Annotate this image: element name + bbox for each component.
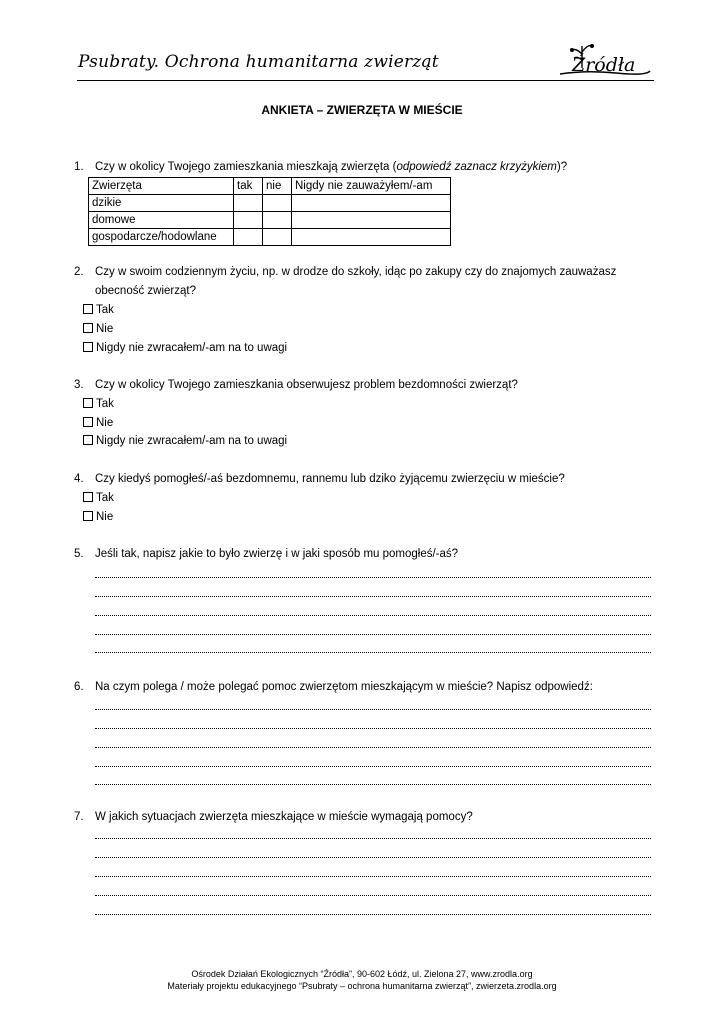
answer-cell[interactable] — [292, 195, 451, 212]
question-number: 3. — [74, 379, 84, 391]
answer-cell[interactable] — [292, 229, 451, 246]
row-label: gospodarcze/hodowlane — [89, 229, 234, 246]
question-text: Czy w okolicy Twojego zamieszkania obserwujesz problem bezdomności zwierząt? — [95, 379, 518, 391]
answer-line[interactable] — [95, 857, 651, 858]
answer-line[interactable] — [95, 652, 651, 653]
answer-line[interactable] — [95, 895, 651, 896]
answer-cell[interactable] — [234, 229, 263, 246]
question-number: 6. — [74, 681, 84, 693]
checkbox[interactable] — [83, 511, 93, 521]
question-text: Czy w okolicy Twojego zamieszkania mieszkają zwierzęta (odpowiedź zaznacz krzyżykiem)? — [95, 161, 568, 173]
checkbox-option[interactable]: Nigdy nie zwracałem/-am na to uwagi — [83, 434, 287, 448]
row-label: dzikie — [89, 195, 234, 212]
answer-line[interactable] — [95, 747, 651, 748]
answer-line[interactable] — [95, 577, 651, 578]
answer-cell[interactable] — [263, 195, 292, 212]
checkbox-option[interactable]: Nie — [83, 510, 113, 524]
animals-table — [88, 177, 451, 246]
checkbox[interactable] — [83, 417, 93, 427]
question-text: Na czym polega / może polegać pomoc zwierzętom mieszkającym w mieście? Napisz odpowiedź: — [95, 681, 593, 693]
checkbox-option[interactable]: Tak — [83, 303, 114, 317]
question-text: W jakich sytuacjach zwierzęta mieszkające w mieście wymagają pomocy? — [95, 811, 473, 823]
checkbox[interactable] — [83, 492, 93, 502]
question-number: 4. — [74, 473, 84, 485]
answer-cell[interactable] — [234, 195, 263, 212]
question-number: 7. — [74, 811, 84, 823]
answer-line[interactable] — [95, 784, 651, 785]
table-header: nie — [263, 178, 292, 195]
answer-cell[interactable] — [234, 212, 263, 229]
checkbox-option[interactable]: Tak — [83, 491, 114, 505]
table-row — [89, 229, 451, 246]
checkbox[interactable] — [83, 398, 93, 408]
answer-line[interactable] — [95, 838, 651, 839]
footer-address: Ośrodek Działań Ekologicznych “Źródła”, 90-602 Łódź, ul. Zielona 27, www.zrodla.org — [191, 969, 533, 979]
answer-line[interactable] — [95, 876, 651, 877]
question-text: Czy w swoim codziennym życiu, np. w drodze do szkoły, idąc po zakupy czy do znajomych zauważasz — [95, 266, 617, 278]
table-header: Nigdy nie zauważyłem/-am — [292, 178, 451, 195]
answer-line[interactable] — [95, 728, 651, 729]
document-title: ANKIETA – ZWIERZĘTA W MIEŚCIE — [261, 103, 463, 117]
logo-text: Źródła — [572, 54, 636, 76]
answer-cell[interactable] — [263, 212, 292, 229]
checkbox-option[interactable]: Nie — [83, 416, 113, 430]
checkbox-option[interactable]: Nigdy nie zwracałem/-am na to uwagi — [83, 341, 287, 355]
answer-line[interactable] — [95, 596, 651, 597]
footer-project: Materiały projektu edukacyjnego “Psubraty – ochrona humanitarna zwierząt”, zwierzeta.zrodla.org — [167, 981, 557, 991]
checkbox[interactable] — [83, 435, 93, 445]
answer-cell[interactable] — [292, 212, 451, 229]
checkbox-option[interactable]: Nie — [83, 322, 113, 336]
answer-line[interactable] — [95, 914, 651, 915]
table-header-row — [89, 178, 451, 195]
checkbox[interactable] — [83, 304, 93, 314]
checkbox[interactable] — [83, 342, 93, 352]
table-header: tak — [234, 178, 263, 195]
answer-cell[interactable] — [263, 229, 292, 246]
question-number: 5. — [74, 548, 84, 560]
question-number: 2. — [74, 266, 84, 278]
answer-line[interactable] — [95, 709, 651, 710]
question-2-continuation: obecność zwierząt? — [95, 285, 196, 297]
question-text: Jeśli tak, napisz jakie to było zwierzę i w jaki sposób mu pomogłeś/-aś? — [95, 548, 459, 560]
table-row — [89, 212, 451, 229]
table-header: Zwierzęta — [89, 178, 234, 195]
question-text: Czy kiedyś pomogłeś/-aś bezdomnemu, rannemu lub dziko żyjącemu zwierzęciu w mieście? — [95, 473, 565, 485]
answer-line[interactable] — [95, 766, 651, 767]
answer-line[interactable] — [95, 615, 651, 616]
header-divider — [77, 80, 654, 81]
checkbox-option[interactable]: Tak — [83, 397, 114, 411]
row-label: domowe — [89, 212, 234, 229]
table-row — [89, 195, 451, 212]
checkbox[interactable] — [83, 323, 93, 333]
answer-line[interactable] — [95, 634, 651, 635]
question-number: 1. — [74, 161, 84, 173]
project-title: Psubraty. Ochrona humanitarna zwierząt — [78, 52, 439, 72]
